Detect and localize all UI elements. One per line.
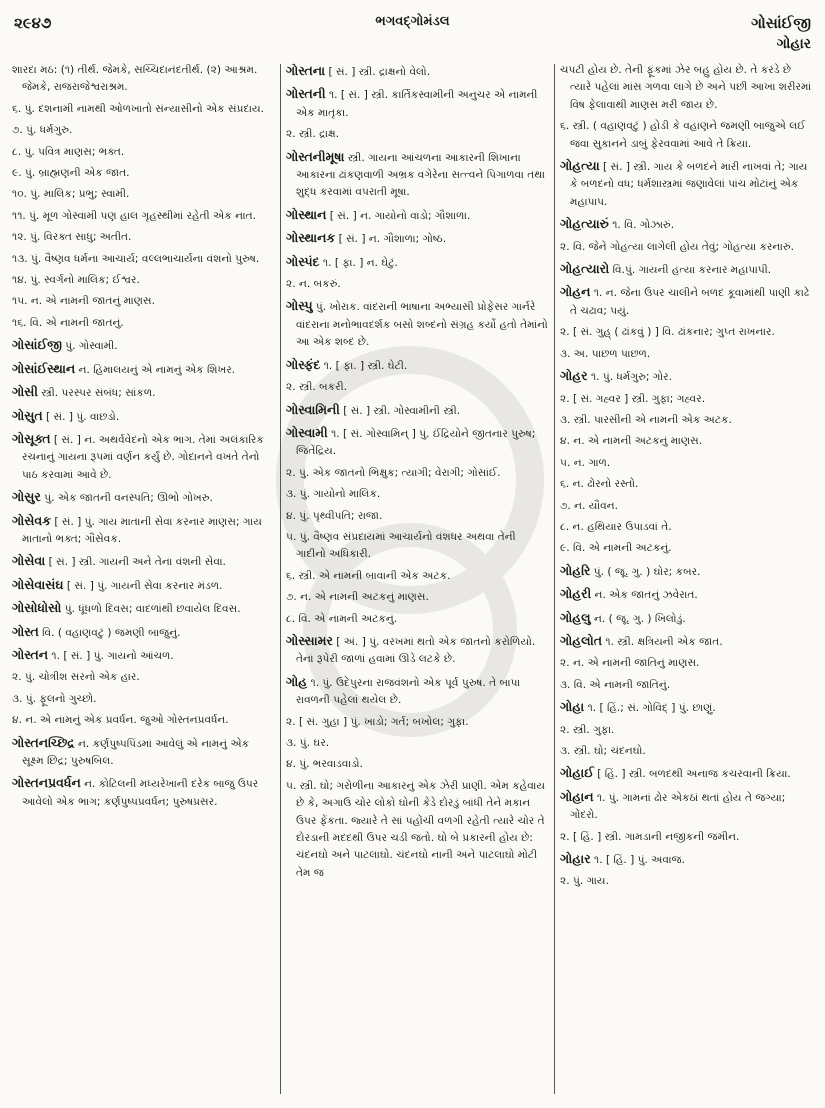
dictionary-entry (12, 208, 274, 225)
page-number: ૨૯૪૭ (14, 14, 52, 32)
definition-text: ૮. ન. હથિયાર ઉપાડવાં તે. (560, 520, 672, 533)
dictionary-entry (12, 646, 274, 665)
definition-text: ન. કોટિલની મધ્યરેખાની દરેક બાજુ ઉપર આવેલો એક ભાગ; કર્ણપુષ્પપ્રવર્ધન; પુરુષપ્રસર. (22, 778, 259, 808)
definition-text: ૬. પું. દશનામી નામથી ઓળખાતો સંન્યાસીનો એક સંપ્રદાય. (12, 102, 265, 115)
headword: ગોસ્તનીમૂષા (286, 148, 345, 164)
dictionary-entry (560, 157, 813, 211)
definition-text: પું. ધૂંધળો દિવસ; વાદળાંથી છવાયેલ દિવસ. (61, 603, 241, 616)
column-2 (286, 62, 548, 1098)
headword: ગોહત્યા (560, 158, 600, 174)
definition-text: [ સં. ] ન. ગાયોનો વાડો; ગૌશાળા. (326, 209, 471, 222)
guide-word-first: ગોસાંઈજી (751, 14, 811, 32)
dictionary-entry (12, 144, 274, 161)
definition-text: ૪. ન. એ નામની અટકનું માણસ. (560, 435, 703, 448)
headword: ગોસ્ફંદ (286, 356, 321, 372)
definition-text: ૧. ન. જેના ઉપર ચાલીને બળદ કૂવામાંથી પાણી કાઢે તે ચઢાવ; પયું. (570, 287, 810, 317)
headword: ગોસાંઈજી (12, 337, 62, 353)
headword: ગોહાન (560, 788, 594, 804)
definition-text: શારદા મઠ: (૧) તીર્થ. જેમકે, સચ્ચિદાનંદતીર્થ. (૨) આશ્રમ. જેમકે, રાજરાજેશ્વરાશ્રમ. (12, 64, 258, 94)
definition-text: વિ. ( વહાણવટું ) જમણી બાજુનું. (38, 626, 181, 639)
dictionary-entry (286, 508, 548, 525)
definition-text: ૭. ન. યૌવન. (560, 499, 618, 512)
dictionary-entry (12, 576, 274, 595)
definition-text: ૧. [ હિં.; સં. ગોવિદ્ ] પું. છાણું. (584, 702, 716, 715)
definition-text: ૮. પું. પવિત્ર માણસ; ભક્ત. (12, 145, 125, 158)
dictionary-entry (12, 734, 274, 771)
definition-text: ૫. પું. વૈષ્ણવ સંપ્રદાયમાં આચાર્યનો વંશધર અથવા તેની ગાદીનો અધિકારી. (286, 530, 516, 561)
column-1 (12, 62, 274, 1098)
definition-text: ૨. [ સં. ગહ્વર ] સ્ત્રી. ગુફા; ગહ્વર. (560, 392, 706, 405)
definition-text: પું. ગોસ્વામી. (61, 340, 118, 353)
dictionary-entry (286, 206, 548, 225)
dictionary-entry (560, 498, 813, 515)
headword: ગોસ્ત (12, 623, 39, 639)
dictionary-entry (12, 430, 274, 484)
dictionary-entry (286, 62, 548, 81)
dictionary-entry (560, 873, 813, 890)
dictionary-entry (286, 735, 548, 752)
dictionary-entry (286, 611, 548, 628)
dictionary-entry (12, 165, 274, 182)
definition-text: ચપટી હોય છે. તેની ફૂંકમાં ઝેર બહુ હોય છે. તે કરડે છે ત્યારે પહેલાં માંસ ગળવા લાગે છે અને પછી આખા શરીરમાં વિષ ફેલાવાથી માણસ મરી જાય છે. (560, 64, 812, 111)
headword: ગોસ્વામિની (286, 401, 340, 417)
definition-text: ૪. પું. ભરવાડવાડો. (286, 758, 363, 771)
definition-text: ૨. [ સં. ગુહ્ ( ઢાંકવું ) ] વિ. ઢાંકનાર; ગુપ્ત રાખનાર. (560, 326, 775, 339)
definition-text: ૧. પું. ગામનાં ઢોર એકઠાં થતાં હોય તે જગ્યા; ગોંદરો. (570, 791, 786, 822)
dictionary-entry (12, 407, 274, 426)
definition-text: ૩. પું. ફૂલનો ગુચ્છો. (12, 692, 97, 705)
definition-text: ૧. [ સં. ] સ્ત્રી. કાર્તિકસ્વામીની અનુચર એ નામની એક માતૃકા. (296, 89, 538, 119)
dictionary-entry (560, 476, 813, 493)
headword: ગોસ્તના (286, 63, 326, 78)
dictionary-entry (12, 251, 274, 268)
headword: ગોસ્વામી (286, 424, 328, 440)
definition-text: ૩. પું. ઘર. (286, 737, 330, 749)
dictionary-entry (12, 488, 274, 507)
headword: ગોસ્તની (286, 86, 326, 102)
definition-text: ૧૨. પું. વિરક્ત સાધુ; અતીત. (12, 231, 132, 244)
headword: ગોહરિ (560, 562, 591, 578)
definition-text: ૩. સ્ત્રી. ઘો; ચંદનઘો. (560, 745, 646, 757)
definition-text: ૧. પું. ઉદેપુરના રાજવંશનો એક પૂર્વ પુરુષ. તે બાપા રાવળની પહેલાં થયેલ છે. (296, 676, 521, 707)
dictionary-entry (560, 455, 813, 472)
dictionary-entry (560, 346, 813, 363)
definition-text: ૨. [ સં. ગુહા ] પું. ખાડો; ગર્ત; બખોલ; ગુફા. (286, 715, 469, 728)
dictionary-entry (560, 655, 813, 672)
dictionary-entry (560, 239, 813, 256)
definition-text: ૧. સ્ત્રી. ક્ષત્રિયની એક જાત. (602, 635, 723, 648)
dictionary-entry (560, 743, 813, 760)
definition-text: ૩. વિ. એ નામની જાતિનું. (560, 678, 671, 691)
definition-text: [ સં. ] પું. વાછડો. (42, 410, 120, 423)
headword: ગોસુર (12, 489, 41, 505)
definition-text: ૧૪. પું. સ્વર્ગનો માલિક; ઈશ્વર. (12, 274, 140, 287)
definition-text: ૨. પું. એક જાતનો ભિક્ષુક; ત્યાગી; વેરાગી; ગોસાંઈ. (286, 466, 501, 479)
column-3 (560, 62, 813, 1098)
dictionary-entry (560, 632, 813, 651)
definition-text: ૧. [ ફા. ] સ્ત્રી. ઘેટી. (320, 359, 408, 372)
dictionary-entry (286, 424, 548, 461)
dictionary-entry (12, 293, 274, 310)
headword: ગોસુત (12, 407, 43, 423)
headword: ગોહલોત (560, 632, 603, 648)
dictionary-entry (286, 465, 548, 482)
definition-text: ૧. [ સં. ] પું. ગાયનો આંચળ. (48, 649, 174, 662)
definition-text: ૯. પું. બ્રાહ્મણની એક જાત. (12, 167, 130, 180)
headword: ગોસ્તનપ્રવર્ધન (12, 775, 81, 791)
headword: ગોહલુ (560, 609, 591, 625)
dictionary-entry (286, 126, 548, 143)
definition-text: [ સં. ] સ્ત્રી. દ્રાક્ષનો વેલો. (325, 66, 431, 78)
dictionary-entry (560, 367, 813, 386)
definition-text: [ હિં. ] સ્ત્રી. બળદથી અનાજ કચરવાની ક્રિયા. (593, 768, 791, 781)
definition-text: ૧. પું. ધર્મગુરુ; ગોર. (587, 371, 673, 384)
headword: ગોસેવા (12, 553, 46, 569)
dictionary-entry (12, 101, 274, 118)
definition-text: ન. કર્ણપુષ્પપિંડમાં આવેલું એ નામનું એક સૂક્ષ્મ છિદ્ર; પુરુષબિલ. (22, 737, 250, 767)
dictionary-entry (286, 568, 548, 585)
dictionary-entry (560, 722, 813, 739)
dictionary-entry (286, 253, 548, 272)
definition-text: ૧૩. પું. વૈષ્ણવ ધર્મના આચાર્ય; વલ્લભાચાર્યના વંશનો પુરુષ. (12, 252, 260, 265)
definition-text: [ સં. ] સ્ત્રી. ગાયની અને તેના વંશની સેવા. (45, 556, 226, 569)
headword: ગોહરી (560, 586, 592, 602)
definition-text: ૧૧. પું. મૂળ ગોસ્વામી પણ હાલ ગૃહસ્થીમાં રહેતી એક નાત. (12, 209, 256, 222)
definition-text: ૧. [ ફા. ] ન. ઘેટું. (319, 256, 398, 269)
dictionary-entry (560, 609, 813, 628)
headword: ગોહત્યારું (560, 216, 609, 232)
definition-text: [ અં. ] પું. વરખમાં થતો એક જાતનો કરોળિયો. તેનાં રૂપેરી જાળાં હવામાં ઊડે લટકે છે. (296, 635, 536, 666)
dictionary-entry (560, 324, 813, 341)
definition-text: ૪. પું. પૃથ્વીપતિ; રાજા. (286, 509, 383, 522)
dictionary-entry (560, 829, 813, 846)
definition-text: ૬. સ્ત્રી. ( વહાણવટું ) હોડી કે વહાણને જમણી બાજુએ લઈ જવા સુકાનને ડાબું ફેરવવામાં આવે તે ક્રિયા. (560, 120, 806, 150)
definition-text: ૬. ન. ઢોરનો રસ્તો. (560, 478, 639, 491)
dictionary-entry (12, 383, 274, 402)
guide-word-last: ગોહાર (776, 36, 811, 52)
dictionary-entry (560, 585, 813, 604)
dictionary-entry (286, 85, 548, 122)
dictionary-entry (286, 356, 548, 375)
definition-text: ૧૫. ન. એ નામની જાતનું માણસ. (12, 295, 155, 308)
dictionary-entry (286, 632, 548, 669)
definition-text: વિ.પું. ગાયની હત્યા કરનાર મહાપાપી. (609, 264, 772, 277)
definition-text: ૭. ન. એ નામની અટકનું માણસ. (286, 591, 429, 604)
dictionary-entry (12, 599, 274, 618)
definition-text: ૫. સ્ત્રી. ઘો; ગરોળીના આકારનું એક ઝેરી પ્રાણી. એમ કહેવાય છે કે, અગાઉ ચોર લોકો ઘોની કેડે દોરડું બાંધી તેને મકાન ઉપર ફેંકતા. જ્યારે તે સાં પહોંચી વળગી રહેતી ત્યારે ચોર તે દોરડાની મદદથી ઉપર ચડી જતો. ઘો બે પ્રકારની હોય છે: ચંદનઘો અને પાટલાઘો. ચંદનઘો નાની અને પાટલાઘો મોટી તેમ જ (286, 779, 546, 879)
dictionary-entry (286, 673, 548, 710)
headword: ગોસ્પુ (286, 298, 313, 314)
definition-text: ૧. [ સં. ગોસ્વામિન્ ] પું. ઈંદ્રિયોને જીતનાર પુરુષ; જિતેંદ્રિય. (296, 427, 536, 458)
dictionary-entry (560, 540, 813, 557)
dictionary-entry (286, 778, 548, 882)
definition-text: ૨. વિ. જેને ગોહત્યા લાગેલી હોય તેવું; ગોહત્યા કરનારું. (560, 240, 795, 253)
dictionary-entry (286, 148, 548, 202)
dictionary-entry (12, 552, 274, 571)
definition-text: ૧૦. પું. માલિક; પ્રભુ; સ્વામી. (12, 188, 130, 201)
dictionary-entry (560, 677, 813, 694)
definition-text: ૯. વિ. એ નામની અટકનું. (560, 542, 672, 555)
dictionary-entry (286, 529, 548, 564)
dictionary-entry (12, 315, 274, 332)
definition-text: ન. ( જૂ. ગુ. ) ખિલોડું. (590, 612, 686, 625)
headword: ગોસ્તનચ્છિદ્ર (12, 734, 75, 750)
dictionary-entry (560, 283, 813, 320)
dictionary-entry (12, 122, 274, 139)
headword: ગોસાંઈસ્થાન (12, 360, 76, 376)
dictionary-entry (286, 229, 548, 248)
dictionary-entry (286, 714, 548, 731)
dictionary-entry (12, 712, 274, 729)
dictionary-entry (560, 412, 813, 429)
definition-text: [ સં. ] ન. અથર્વવેદનો એક ભાગ. તેમાં અલંકારિક રચનાનું ગાયના રૂપમાં વર્ણન કર્યું છે. ગોદાનને વખતે તેનો પાઠ કરવામાં આવે છે. (22, 433, 264, 481)
definition-text: ૨. [ હિં. ] સ્ત્રી. ગામડાની નજીકની જમીન. (560, 830, 740, 843)
dictionary-entry (560, 391, 813, 408)
definition-text: સ્ત્રી. ગાયના આંચળના આકારની શિખાના આકારના ઢાંકણવાળી અભ્રક વગેરેના સત્ત્વને પિગાળવા તથા શુદ્ધ કરવામાં વપરાતી મૂષા. (296, 151, 545, 199)
definition-text: [ સં. ] સ્ત્રી. ગાય કે બળદને મારી નાખવાં તે; ગાય કે બળદનો વધ; ધર્મશાસ્ત્રમાં જણાવેલાં પાંચ મોટાંનું એક મહાપાપ. (570, 161, 808, 208)
dictionary-entry (560, 62, 813, 114)
dictionary-entry (560, 215, 813, 234)
dictionary-entry (12, 62, 274, 97)
headword: ગોહર (560, 368, 588, 384)
headword: ગોહત્યારો (560, 261, 610, 277)
headword: ગોસેવાસંઘ (12, 576, 64, 592)
column-divider (554, 64, 555, 1094)
dictionary-entry (560, 519, 813, 536)
headword: ગોસ્તન (12, 646, 49, 662)
headword: ગોસ્થાન (286, 206, 327, 222)
definition-text: પું. ખોરાક. વાંદરાની ભાષાના અભ્યાસી પ્રોફેસર ગાર્નરે વાંદરાના મનોભાવદર્શક બસો શબ્દનો સંગ્રહ કર્યો હતો તેમાંનો આ એક શબ્દ છે. (296, 301, 548, 349)
definition-text: ૨. સ્ત્રી. બકરી. (286, 381, 348, 394)
definition-text: ૨. પું. ચોત્રીશ સરનો એક હાર. (12, 671, 140, 684)
headword: ગોસ્થાનક (286, 230, 336, 246)
definition-text: ૨. ન. બકરું. (286, 278, 341, 291)
headword: ગોહાર (560, 851, 591, 867)
running-title: ભગવદ્ગોમંડલ (375, 14, 450, 29)
headword: ગોસી (12, 384, 38, 400)
definition-text: ૮. વિ. એ નામની અટકનું. (286, 612, 398, 625)
dictionary-entry (12, 669, 274, 686)
dictionary-entry (12, 186, 274, 203)
column-divider (280, 64, 281, 1094)
dictionary-entry (560, 788, 813, 825)
definition-text: ૨. સ્ત્રી. દ્રાક્ષ. (286, 128, 340, 141)
definition-text: ૭. પું. ધર્મગુરુ. (12, 124, 73, 137)
definition-text: [ સં. ] ન. ગૌશાળા; ગોષ્ઠ. (335, 233, 447, 246)
headword: ગોહાઈ (560, 765, 594, 781)
definition-text: ૪. ન. એ નામનું એક પ્રવર્ધન. જુઓ ગોસ્તનપ્રવર્ધન. (12, 714, 229, 727)
headword: ગોહા (560, 699, 585, 715)
definition-text: ૧૬. વિ. એ નામની જાતનું. (12, 316, 124, 329)
definition-text: ૩. સ્ત્રી. પારસીની એ નામની એક અટક. (560, 413, 732, 426)
page-header (14, 14, 811, 62)
headword: ગોસોધોસો (12, 600, 62, 616)
dictionary-entry (12, 623, 274, 642)
definition-text: ૨. પું. ગાય. (560, 875, 609, 888)
dictionary-entry (560, 433, 813, 450)
dictionary-entry (286, 401, 548, 420)
headword: ગોહ (286, 673, 308, 689)
dictionary-entry (286, 486, 548, 503)
dictionary-entry (286, 589, 548, 606)
definition-text: ન. હિમાલયનું એ નામનું એક શિખર. (75, 363, 236, 376)
dictionary-entry (286, 297, 548, 351)
dictionary-entry (12, 512, 274, 549)
definition-text: ૬. સ્ત્રી. એ નામની બાવાની એક અટક. (286, 569, 451, 582)
definition-text: સ્ત્રી. પરસ્પર સંબંધ; સાંકળ. (37, 387, 156, 400)
definition-text: ૧. [ હિં. ] પું. અવાજ. (590, 854, 685, 867)
dictionary-entry (12, 336, 274, 355)
dictionary-entry (560, 260, 813, 279)
definition-text: પું. એક જાતની વનસ્પતિ; ઊભો ગોખરુ. (40, 492, 213, 505)
definition-text: ૫. ન. ગાળ. (560, 456, 611, 469)
definition-text: [ સં. ] પું. ગાયની સેવા કરનાર મંડળ. (63, 579, 223, 592)
dictionary-entry (286, 756, 548, 773)
dictionary-entry (12, 774, 274, 811)
dictionary-entry (560, 850, 813, 869)
headword: ગોસ્સામર (286, 632, 333, 648)
definition-text: [ સં. ] પું. ગાય માતાની સેવા કરનાર માણસ; ગાય માતાનો ભક્ત; ગૌસેવક. (22, 515, 262, 545)
definition-text: ૨. સ્ત્રી. ગુફા. (560, 723, 615, 736)
dictionary-entry (12, 272, 274, 289)
dictionary-entry (12, 360, 274, 379)
dictionary-entry (12, 229, 274, 246)
headword: ગોહન (560, 284, 591, 300)
definition-text: [ સં. ] સ્ત્રી. ગોસ્વામીની સ્ત્રી. (339, 404, 461, 417)
definition-text: પું. ( જૂ. ગુ. ) ઘોર; કબર. (590, 565, 701, 578)
dictionary-entry (286, 379, 548, 396)
dictionary-entry (286, 276, 548, 293)
dictionary-entry (560, 118, 813, 153)
definition-text: ન. એક જાતનું ઝવેરાત. (591, 589, 698, 602)
headword: ગોસૂક્ત (12, 430, 51, 446)
definition-text: ૩. અ. પાછળ પાછળ. (560, 347, 651, 360)
dictionary-entry (12, 691, 274, 708)
dictionary-entry (560, 698, 813, 717)
definition-text: ૨. ન. એ નામની જાતિનું માણસ. (560, 657, 700, 670)
headword: ગોસેવક (12, 512, 51, 528)
dictionary-entry (560, 764, 813, 783)
definition-text: ૧. વિ. ગોઝારું. (608, 219, 675, 232)
dictionary-entry (560, 562, 813, 581)
definition-text: ૩. પું. ગાયોનો માલિક. (286, 488, 381, 501)
headword: ગોસ્પંદ (286, 253, 320, 269)
